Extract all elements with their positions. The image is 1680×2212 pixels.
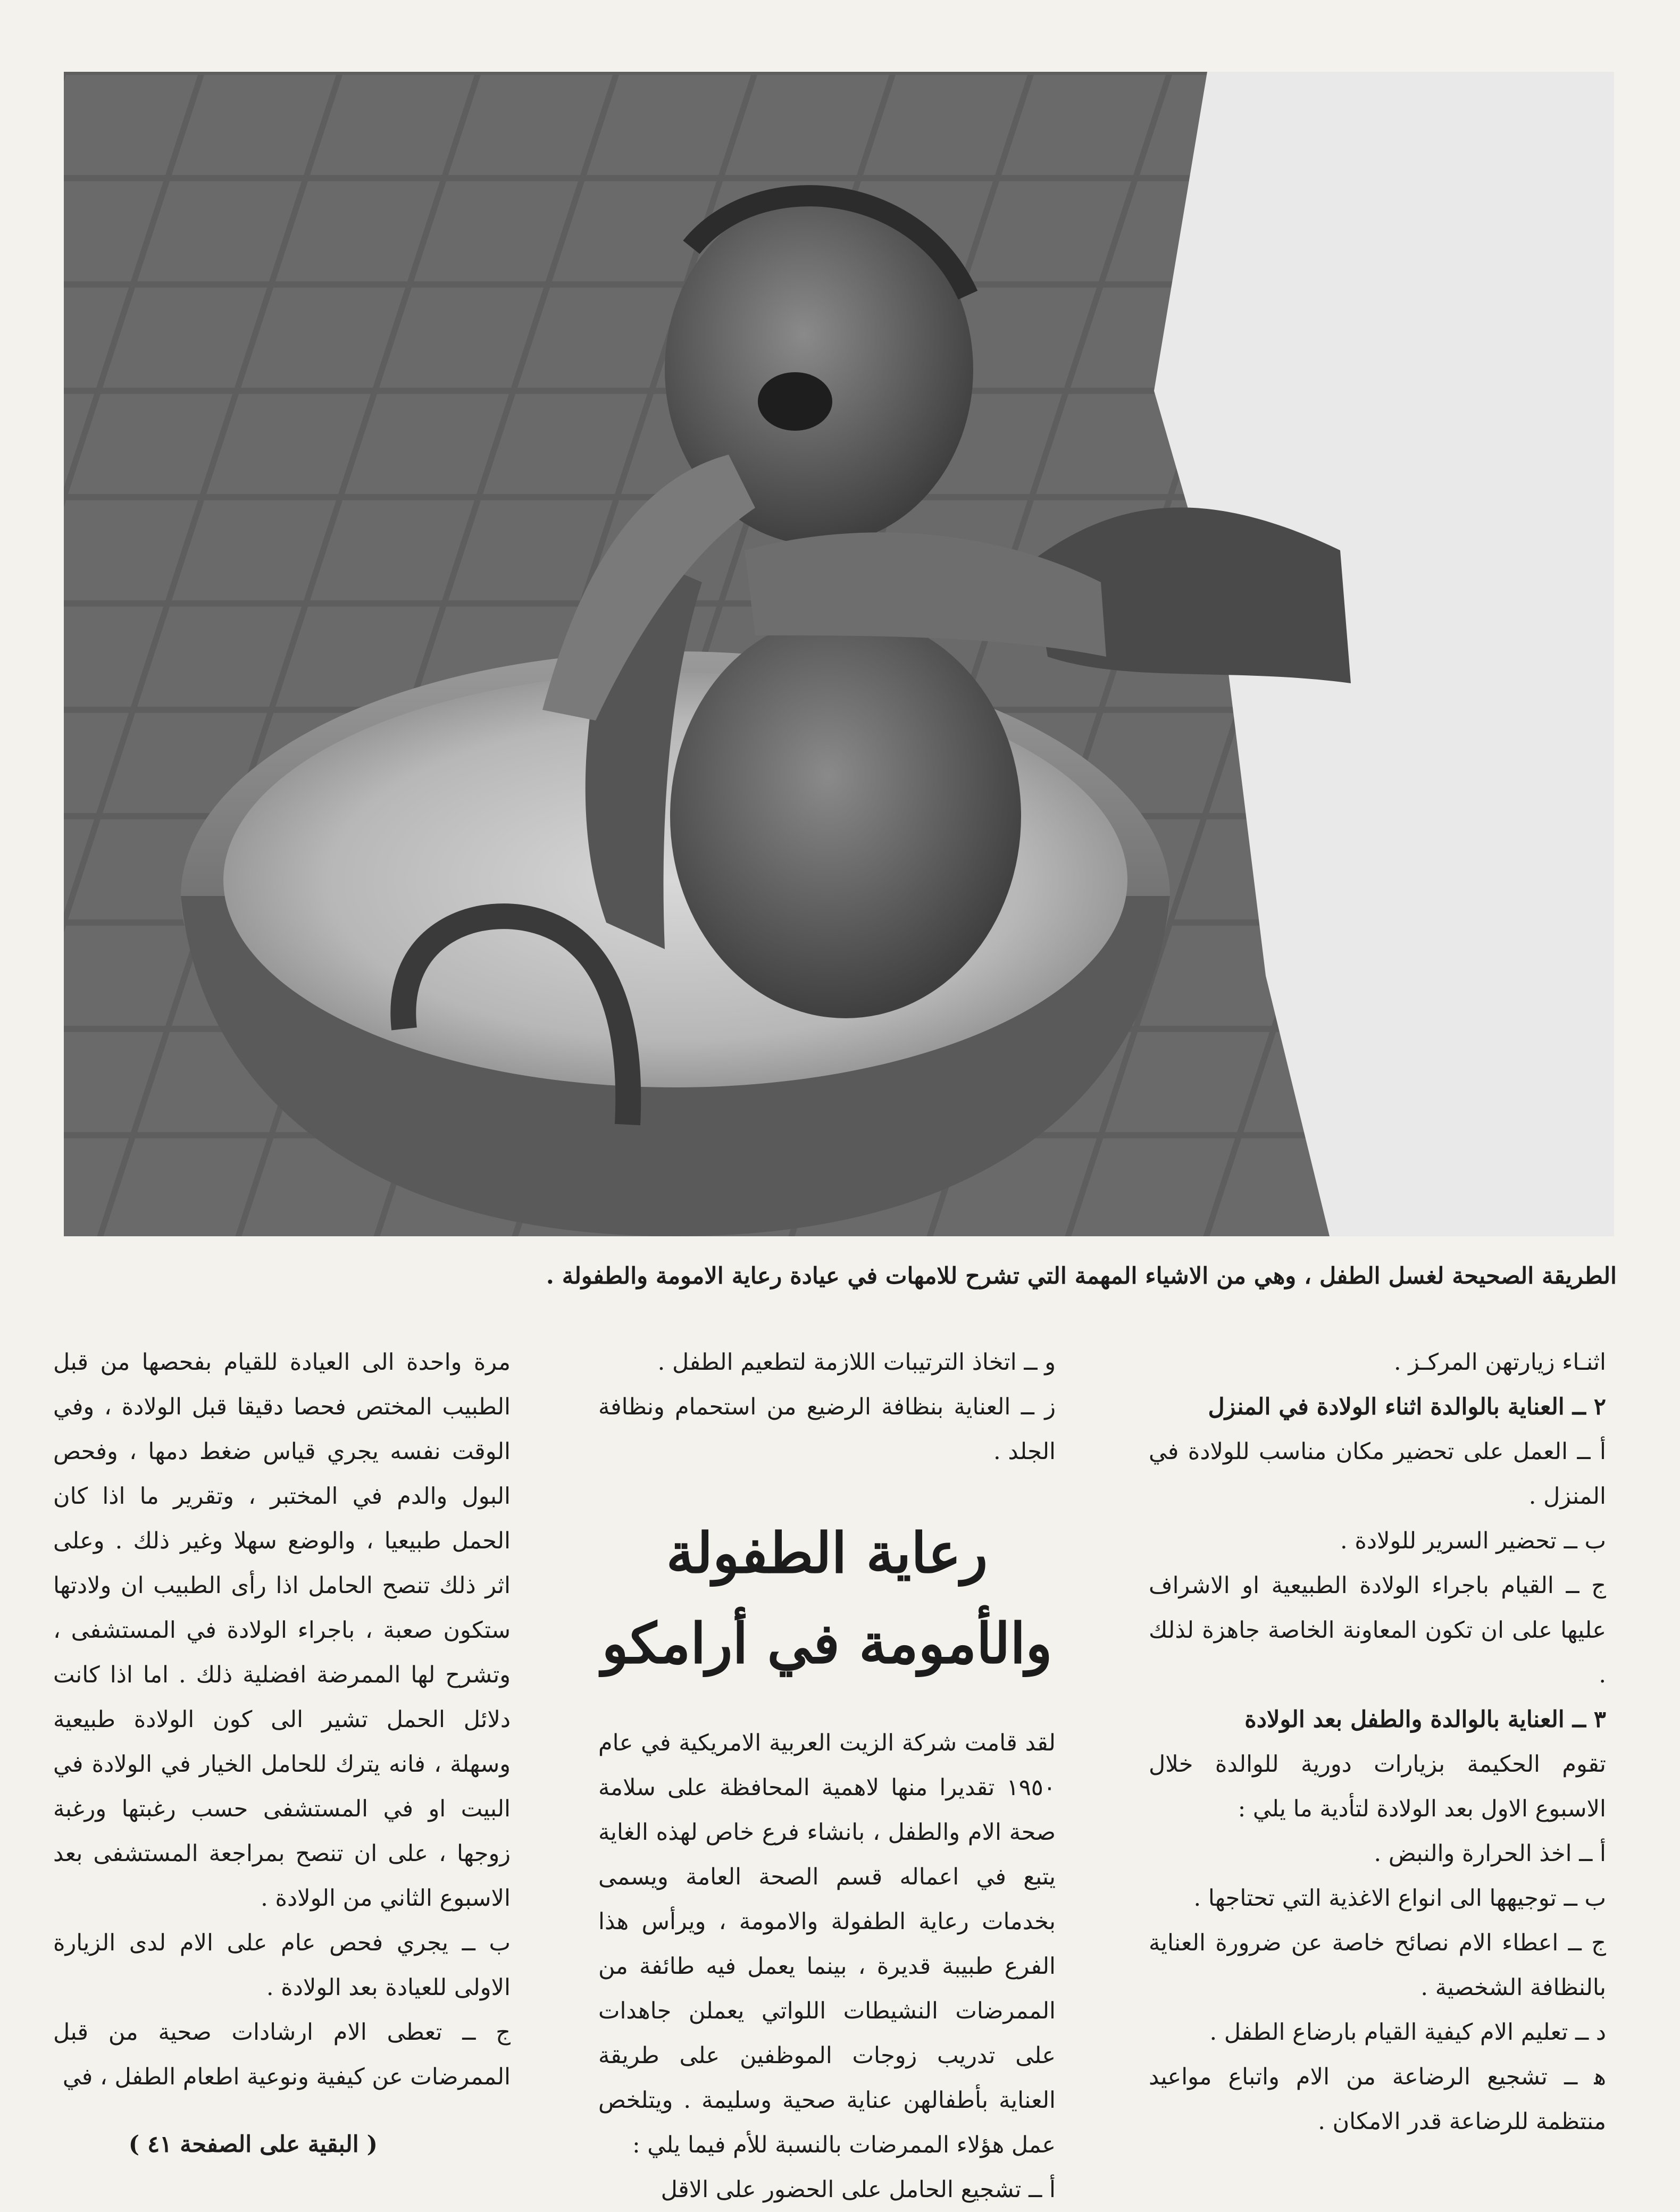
- list-item: ج ــ تعطى الام ارشادات صحية من قبل الممرضات عن كيفية ونوعية اطعام الطفل ، في: [53, 2019, 511, 2090]
- section-heading: ٣ ــ العناية بالوالدة والطفل بعد الولادة: [1244, 1706, 1606, 1733]
- list-item: ج ــ اعطاء الام نصائح خاصة عن ضرورة العناية بالنظافة الشخصية .: [1149, 1930, 1606, 2001]
- list-item: و ــ اتخاذ الترتيبات اللازمة لتطعيم الطفل .: [657, 1349, 1056, 1376]
- list-item: ز ــ العناية بنظافة الرضيع من استحمام ونظافة الجلد .: [598, 1394, 1056, 1465]
- paragraph: اثنـاء زيارتهن المركـز .: [1393, 1349, 1606, 1376]
- article-column-right: [1149, 1340, 1606, 2138]
- article-column-left: [53, 1340, 511, 2138]
- baby-bath-photo: [64, 72, 1614, 1236]
- continuation-note: ( البقية على الصفحة ٤١ ): [128, 2131, 378, 2158]
- article-column-middle: [598, 1340, 1056, 2203]
- section-heading: ٢ ــ العناية بالوالدة اثناء الولادة في المنزل: [1208, 1394, 1606, 1420]
- list-item: أ ــ تشجيع الحامل على الحضور على الاقل: [661, 2176, 1056, 2203]
- list-item: د ــ تعليم الام كيفية القيام بارضاع الطفل .: [1209, 2019, 1606, 2046]
- photo-caption: الطريقة الصحيحة لغسل الطفل ، وهي من الاشياء المهمة التي تشرح للامهات في عيادة رعاية الامومة والطفولة .: [546, 1263, 1617, 1289]
- photo-illustration: [64, 72, 1614, 1236]
- article-headline: رعاية الطفولة والأمومة في أرامكو: [601, 1520, 1052, 1676]
- list-item: ب ــ تحضير السرير للولادة .: [1340, 1528, 1606, 1554]
- list-item: ﻫ ــ تشجيع الرضاعة من الام واتباع مواعيد منتظمة للرضاعة قدر الامكان .: [1149, 2064, 1606, 2135]
- paragraph: مرة واحدة الى العيادة للقيام بفحصها من قبل الطبيب المختص فحصا دقيقا قبل الولادة ، وفي الوقت نفسه يجري قياس ضغط دمها ، وفحص البول والدم في المختبر ، وتقرير ما اذا كان الحمل طبيعيا ، والوضع سهلا وغير ذلك . وعلى اثر ذلك تنصح الحامل اذا رأى الطبيب ان ولادتها ستكون صعبة ، باجراء الولادة في المستشفى ، وتشرح لها الممرضة افضلية ذلك . اما اذا كانت دلائل الحمل تشير الى كون الولادة طبيعية وسهلة ، فانه يترك للحامل الخيار في الولادة في البيت او في المستشفى حسب رغبتها ورغبة زوجها ، على ان تنصح بمراجعة المستشفى بعد الاسبوع الثاني من الولادة .: [53, 1349, 511, 1912]
- list-item: ب ــ يجري فحص عام على الام لدى الزيارة الاولى للعيادة بعد الولادة .: [53, 1930, 511, 2001]
- list-item: ب ــ توجيهها الى انواع الاغذية التي تحتاجها .: [1193, 1885, 1606, 1912]
- paragraph: تقوم الحكيمة بزيارات دورية للوالدة خلال الاسبوع الاول بعد الولادة لتأدية ما يلي :: [1149, 1751, 1606, 1822]
- list-item: ج ــ القيام باجراء الولادة الطبيعية او الاشراف عليها على ان تكون المعاونة الخاصة جاهزة لذلك .: [1149, 1572, 1606, 1688]
- list-item: أ ــ العمل على تحضير مكان مناسب للولادة في المنزل .: [1149, 1438, 1606, 1510]
- list-item: أ ــ اخذ الحرارة والنبض .: [1374, 1840, 1606, 1867]
- paragraph: لقد قامت شركة الزيت العربية الامريكية في عام ١٩٥٠ تقديرا منها لاهمية المحافظة على سلامة صحة الام والطفل ، بانشاء فرع خاص لهذه الغاية يتبع في اعماله قسم الصحة العامة ويسمى بخدمات رعاية الطفولة والامومة ، ويرأس هذا الفرع طبيبة قديرة ، بينما يعمل فيه طائفة من الممرضات النشيطات اللواتي يعملن جاهدات على تدريب زوجات الموظفين على طريقة العناية بأطفالهن عناية صحية وسليمة . ويتلخص عمل هؤلاء الممرضات بالنسبة للأم فيما يلي :: [598, 1730, 1056, 2158]
